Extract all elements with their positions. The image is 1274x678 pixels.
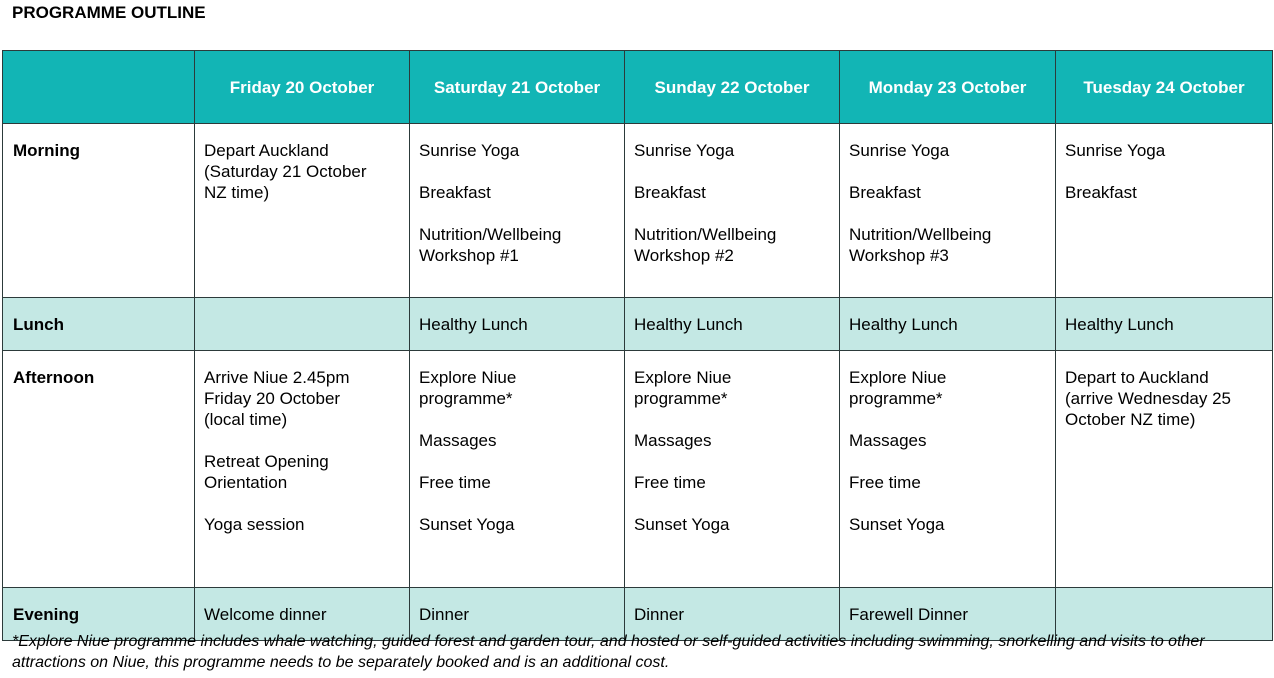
cell-lunch-monday: Healthy Lunch [840, 298, 1056, 351]
cell-lunch-friday [195, 298, 410, 351]
cell-line: programme* [419, 389, 513, 408]
cell-line: Workshop #1 [419, 246, 519, 265]
cell-line: Massages [634, 431, 712, 450]
row-lunch [3, 298, 1273, 351]
row-label-lunch: Lunch [3, 298, 195, 351]
cell-lunch-sunday: Healthy Lunch [625, 298, 840, 351]
row-label-evening: Evening [3, 588, 195, 641]
cell-line: Sunset Yoga [419, 515, 515, 534]
cell-line: Free time [419, 473, 491, 492]
cell-line: Friday 20 October [204, 389, 341, 408]
cell-line: October NZ time) [1065, 410, 1196, 429]
header-monday: Monday 23 October [840, 51, 1056, 124]
cell-morning-tuesday [1056, 124, 1273, 298]
cell-line: programme* [849, 389, 943, 408]
row-label-morning: Morning [3, 124, 195, 298]
cell-line: programme* [634, 389, 728, 408]
cell-evening-sunday: Dinner [625, 588, 840, 641]
cell-evening-monday: Farewell Dinner [840, 588, 1056, 641]
cell-line: NZ time) [204, 183, 270, 202]
cell-line: Nutrition/Wellbeing [849, 225, 992, 244]
cell-lunch-tuesday: Healthy Lunch [1056, 298, 1273, 351]
cell-line: Free time [849, 473, 921, 492]
cell-line: Nutrition/Wellbeing [419, 225, 562, 244]
cell-line: Depart Auckland [204, 141, 329, 160]
page-title: PROGRAMME OUTLINE [12, 3, 206, 22]
cell-line: Sunrise Yoga [849, 141, 950, 160]
cell-line: Massages [849, 431, 927, 450]
cell-line: Depart to Auckland [1065, 368, 1209, 387]
cell-line: (local time) [204, 410, 288, 429]
cell-afternoon-sunday [625, 351, 840, 588]
cell-line: Sunset Yoga [849, 515, 945, 534]
header-corner [3, 51, 195, 124]
cell-line: Workshop #3 [849, 246, 949, 265]
header-saturday: Saturday 21 October [410, 51, 625, 124]
cell-lunch-saturday: Healthy Lunch [410, 298, 625, 351]
cell-line: Sunset Yoga [634, 515, 730, 534]
cell-line: (arrive Wednesday 25 [1065, 389, 1231, 408]
header-tuesday: Tuesday 24 October [1056, 51, 1273, 124]
cell-morning-monday [840, 124, 1056, 298]
cell-morning-saturday [410, 124, 625, 298]
cell-line: Workshop #2 [634, 246, 734, 265]
footnote: *Explore Niue programme includes whale watching, guided forest and garden tour, and hosted or self-guided activities including swimming, snorkelling and visits to other attractions on Niue, this programme needs to be separately booked and is an additional cost. [12, 633, 1205, 671]
row-afternoon [3, 351, 1273, 588]
cell-line: Massages [419, 431, 497, 450]
cell-line: Orientation [204, 473, 288, 492]
cell-evening-saturday: Dinner [410, 588, 625, 641]
programme-table [2, 50, 1273, 641]
row-label-afternoon: Afternoon [3, 351, 195, 588]
cell-line: Breakfast [634, 183, 706, 202]
cell-line: Retreat Opening [204, 452, 329, 471]
cell-afternoon-saturday [410, 351, 625, 588]
cell-line: Explore Niue [419, 368, 517, 387]
cell-afternoon-tuesday [1056, 351, 1273, 588]
cell-line: Nutrition/Wellbeing [634, 225, 777, 244]
cell-line: Explore Niue [634, 368, 732, 387]
header-sunday: Sunday 22 October [625, 51, 840, 124]
cell-line: Sunrise Yoga [634, 141, 735, 160]
cell-line: Breakfast [419, 183, 491, 202]
cell-morning-friday [195, 124, 410, 298]
cell-line: Breakfast [849, 183, 921, 202]
cell-evening-friday: Welcome dinner [195, 588, 410, 641]
cell-line: (Saturday 21 October [204, 162, 367, 181]
cell-line: Sunrise Yoga [419, 141, 520, 160]
cell-line: Sunrise Yoga [1065, 141, 1166, 160]
cell-afternoon-friday [195, 351, 410, 588]
cell-morning-sunday [625, 124, 840, 298]
cell-line: Yoga session [204, 515, 305, 534]
cell-line: Explore Niue [849, 368, 947, 387]
cell-line: Arrive Niue 2.45pm [204, 368, 350, 387]
cell-line: Free time [634, 473, 706, 492]
cell-line: Breakfast [1065, 183, 1137, 202]
cell-afternoon-monday [840, 351, 1056, 588]
row-morning [3, 124, 1273, 298]
header-friday: Friday 20 October [195, 51, 410, 124]
header-row [3, 51, 1273, 124]
